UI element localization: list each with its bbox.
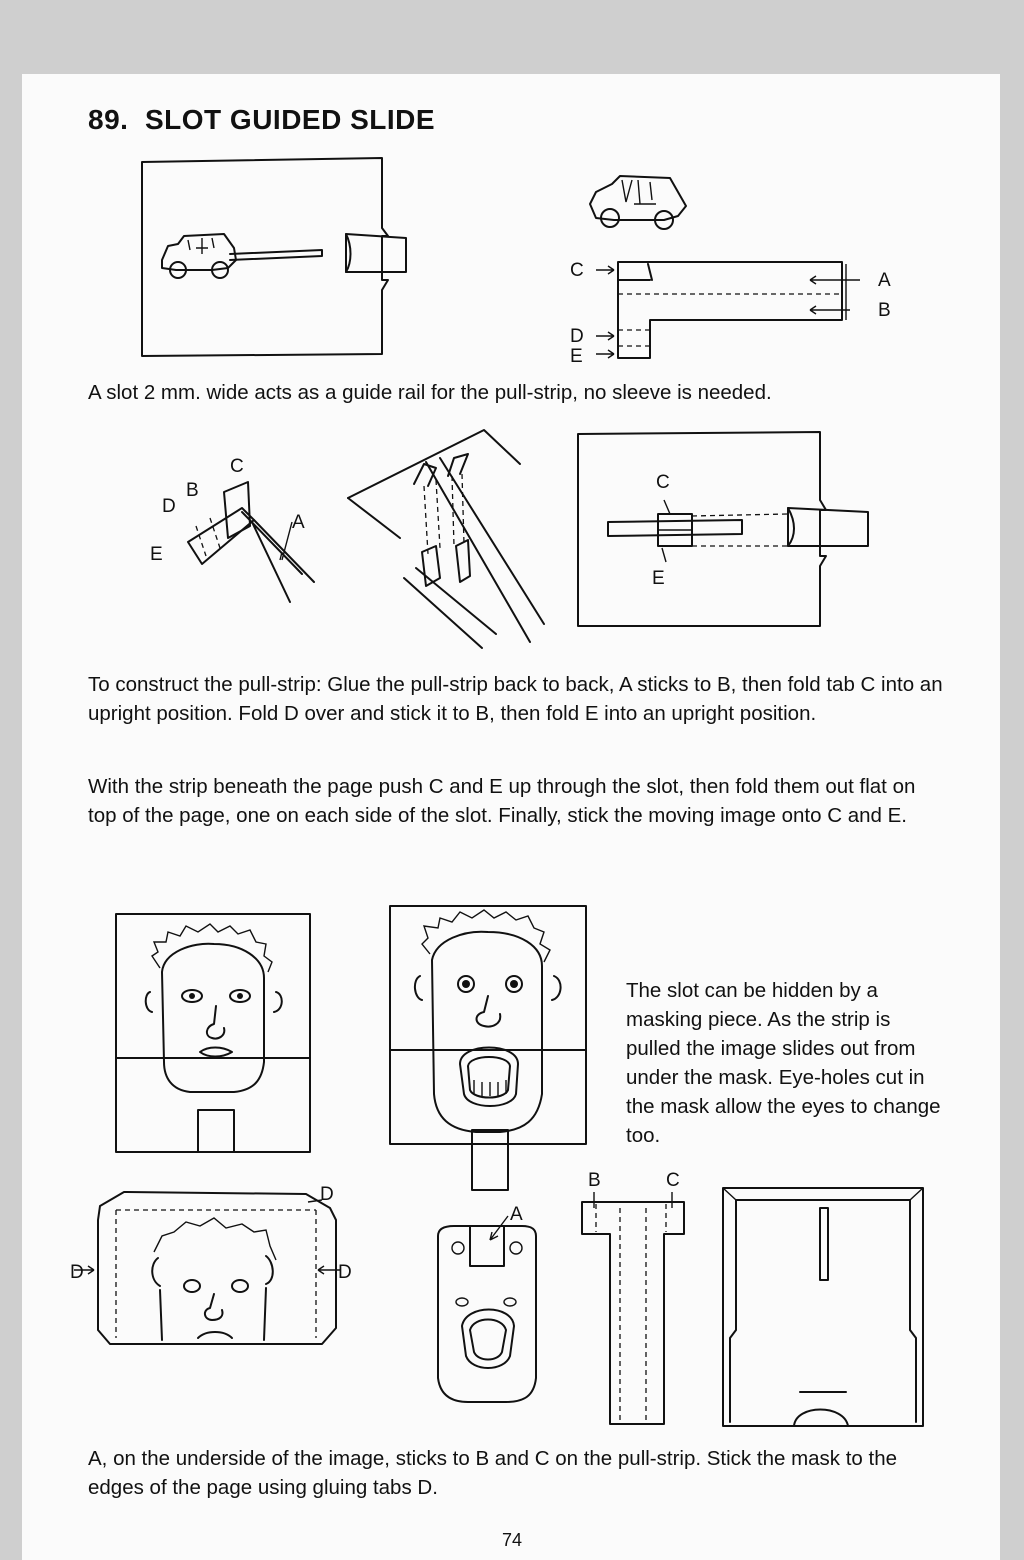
- figure-masking-piece: [720, 1186, 926, 1430]
- figure-car-slot-page: [140, 156, 410, 362]
- fig3-label-d: D: [162, 496, 176, 517]
- figure-face-open-mouth: [388, 904, 588, 1194]
- fig5-label-c: C: [656, 472, 670, 493]
- caption-assemble: With the strip beneath the page push C and E up through the slot, then fold them out flat on top of the page, one on each side of the slot. Finally, stick the moving image onto C and E.: [88, 775, 916, 827]
- fig8-label-d-left: D: [70, 1262, 84, 1283]
- fig3-label-a: A: [292, 512, 305, 533]
- caption-construct: To construct the pull-strip: Glue the pull-strip back to back, A sticks to B, then fold tab C into an upright position. Fold D over and stick it to B, then fold E into an upright position.: [88, 673, 943, 725]
- figure-underside-slot: [576, 430, 876, 630]
- label-d: D: [570, 326, 584, 347]
- page-number: 74: [501, 1530, 523, 1550]
- figure-pull-strip-labels: [560, 170, 910, 370]
- caption-intro: A slot 2 mm. wide acts as a guide rail for the pull-strip, no sleeve is needed.: [88, 381, 772, 404]
- figure-slot-insertion: [344, 428, 564, 652]
- figure-pull-strip-bc: [580, 1164, 690, 1428]
- figure-face-closed-mouth: [114, 912, 314, 1156]
- figure-mask-with-tabs: [70, 1180, 360, 1360]
- fig10-label-c: C: [666, 1170, 680, 1191]
- fig3-label-e: E: [150, 544, 163, 565]
- page-title: 89. SLOT GUIDED SLIDE: [88, 104, 436, 135]
- caption-final: A, on the underside of the image, sticks to B and C on the pull-strip. Stick the mask to the edges of the page using gluing tabs D.: [88, 1447, 898, 1499]
- fig8-label-d-top: D: [320, 1184, 334, 1205]
- caption-mask: The slot can be hidden by a masking piece. As the strip is pulled the image slides out from under the mask. Eye-holes cut in the mask allow the eyes to change too.: [626, 979, 941, 1147]
- fig3-label-b: B: [186, 480, 199, 501]
- figure-folded-tabs: [146, 452, 326, 612]
- label-e: E: [570, 346, 583, 367]
- label-a: A: [878, 270, 891, 291]
- fig10-label-b: B: [588, 1170, 601, 1191]
- fig5-label-e: E: [652, 568, 665, 589]
- fig8-label-d-right: D: [338, 1262, 352, 1283]
- label-c: C: [570, 260, 584, 281]
- figure-image-underside: [436, 1196, 540, 1406]
- label-b: B: [878, 300, 891, 321]
- fig9-label-a: A: [510, 1204, 523, 1225]
- fig3-label-c: C: [230, 456, 244, 477]
